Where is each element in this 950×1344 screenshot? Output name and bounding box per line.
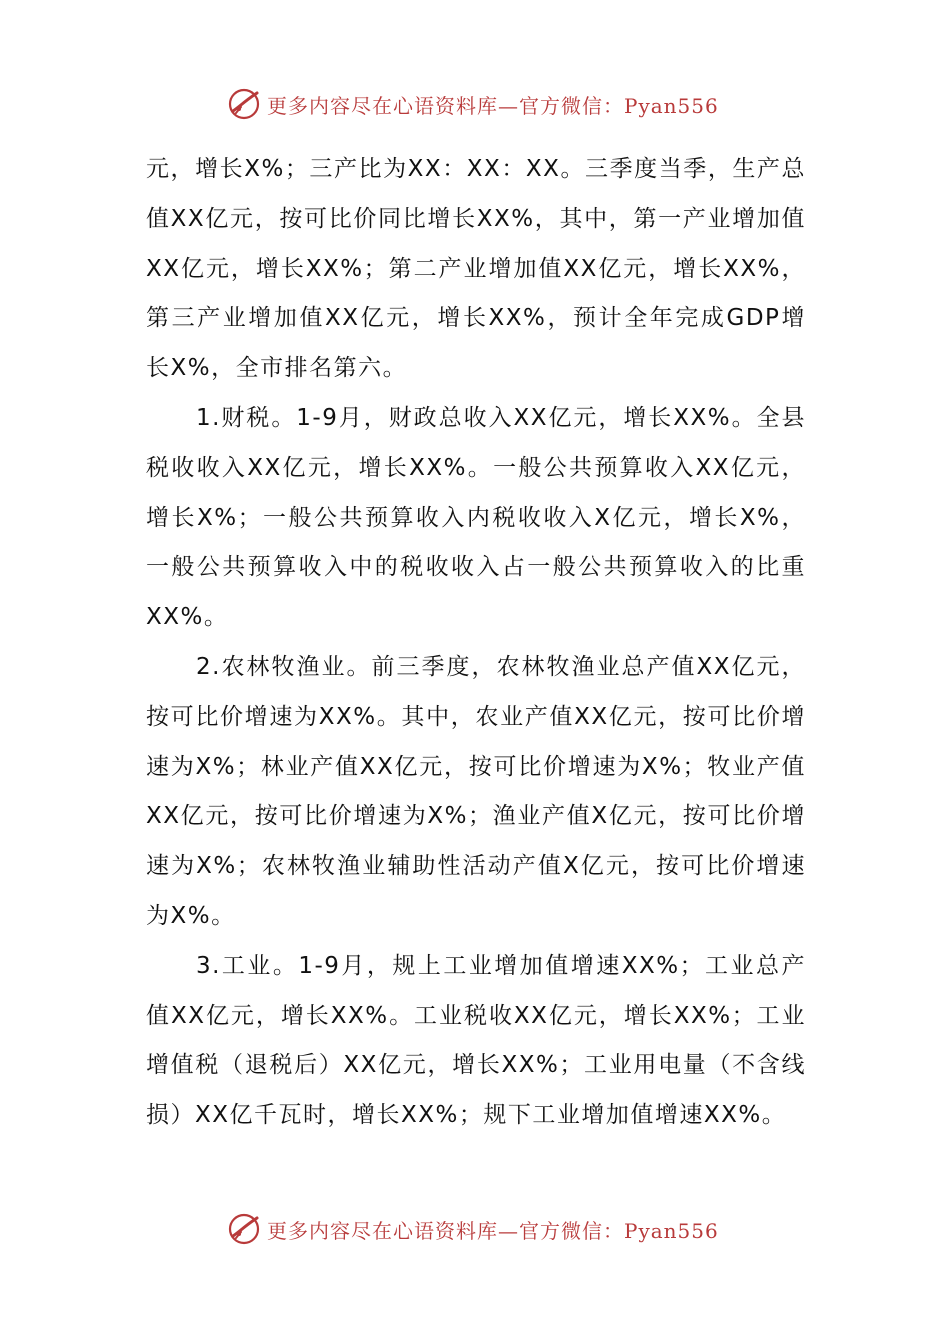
header-banner [227,84,747,124]
paragraph-gdp: 元，增长X%；三产比为XX：XX：XX。三季度当季，生产总值XX亿元，按可比价同比增长XX%，其中，第一产业增加值XX亿元，增长XX%；第二产业增加值XX亿元，增长XX%，第三产业增加值XX亿元，增长XX%，预计全年完成GDP增长X%，全市排名第六。 [146,156,806,382]
footer-banner [227,1209,747,1249]
pen-logo-icon [227,1212,261,1246]
paragraph-finance-tax: 1.财税。1-9月，财政总收入XX亿元，增长XX%。全县税收收入XX亿元，增长XX%。一般公共预算收入XX亿元，增长X%；一般公共预算收入内税收收入X亿元，增长X%，一般公共预算收入中的税收收入占一般公共预算收入的比重XX%。 [146,404,806,631]
paragraph-industry: 3.工业。1-9月，规上工业增加值增速XX%；工业总产值XX亿元，增长XX%。工业税收XX亿元，增长XX%；工业增值税（退税后）XX亿元，增长XX%；工业用电量（不含线损）XX亿千瓦时，增长XX%；规下工业增加值增速XX%。 [146,952,806,1129]
pen-logo-icon [227,87,261,121]
footer-banner-text: 更多内容尽在心语资料库—官方微信：Pyan556 [267,1218,719,1243]
paragraph-agriculture: 2.农林牧渔业。前三季度，农林牧渔业总产值XX亿元，按可比价增速为XX%。其中，农业产值XX亿元，按可比价增速为X%；林业产值XX亿元，按可比价增速为X%；牧业产值XX亿元，按可比价增速为X%；渔业产值X亿元，按可比价增速为X%；农林牧渔业辅助性活动产值X亿元，按可比价增速为X%。 [146,653,806,929]
document-body [146,145,806,1141]
header-banner-text: 更多内容尽在心语资料库—官方微信：Pyan556 [267,93,719,118]
